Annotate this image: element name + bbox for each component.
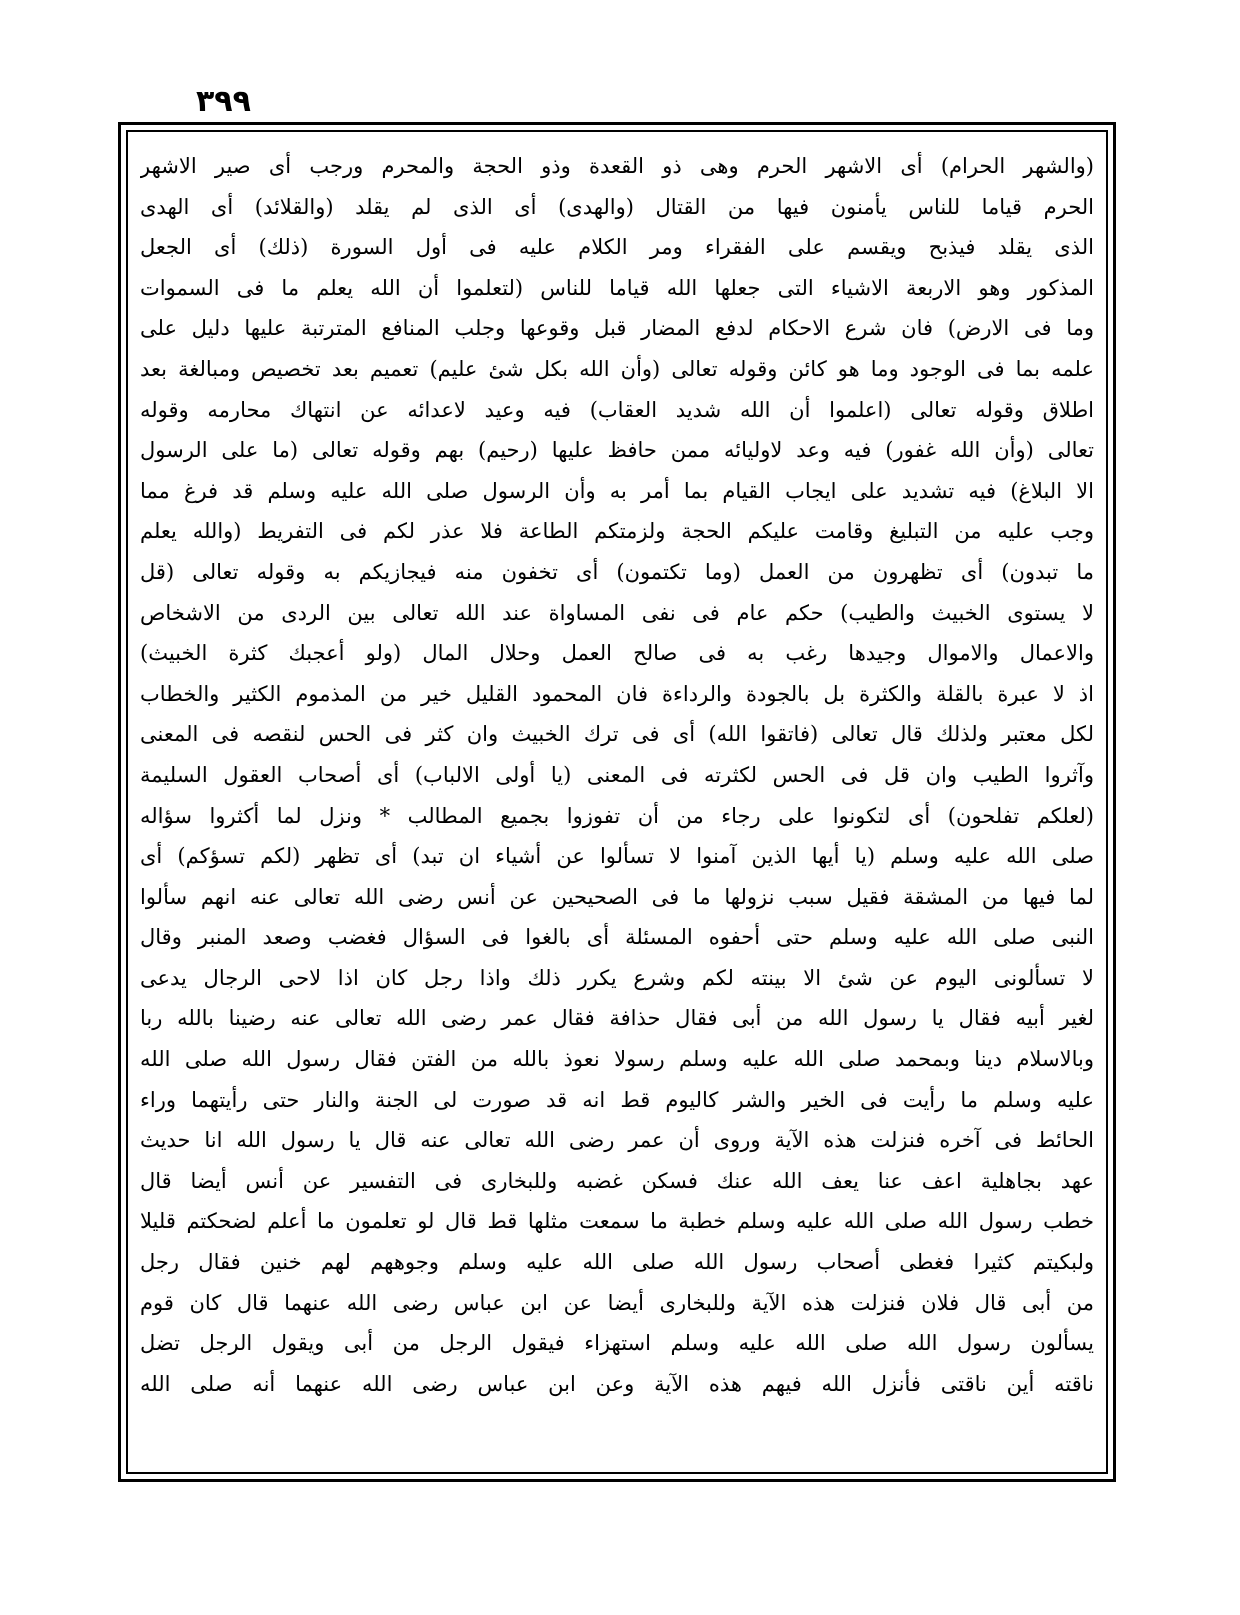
- text-line: عهد بجاهلية اعف عنا يعف الله عنك فسكن غضبه وللبخارى فى التفسير عن أنس أيضا قال: [140, 1168, 1094, 1193]
- text-line: لا تسألونى اليوم عن شئ الا بينته لكم وشرع يكرر ذلك واذا رجل كان اذا لاحى الرجال يدعى: [140, 965, 1094, 990]
- text-line: يسألون رسول الله صلى الله عليه وسلم استهزاء فيقول الرجل من أبى ويقول الرجل تضل: [140, 1331, 1094, 1356]
- text-line: المذكور وهو الاربعة الاشياء التى جعلها الله قياما للناس (لتعلموا أن الله يعلم ما فى السموات: [140, 275, 1094, 300]
- text-line: الا البلاغ) فيه تشديد على ايجاب القيام بما أمر به وأن الرسول صلى الله عليه وسلم قد فرغ مما: [140, 478, 1094, 503]
- text-line: (والشهر الحرام) أى الاشهر الحرم وهى ذو القعدة وذو الحجة والمحرم ورجب أى صير الاشهر: [140, 154, 1094, 178]
- text-line: من أبى قال فلان فنزلت هذه الآية وللبخارى أيضا عن ابن عباس رضى الله عنهما قال كان قوم: [140, 1290, 1094, 1315]
- text-line: علمه بما فى الوجود وما هو كائن وقوله تعالى (وأن الله بكل شئ عليم) تعميم بعد تخصيص ومبالغة بعد: [140, 356, 1094, 381]
- text-line: صلى الله عليه وسلم (يا أيها الذين آمنوا لا تسألوا عن أشياء ان تبد) أى تظهر (لكم تسؤكم) أى: [140, 844, 1094, 869]
- text-line: خطب رسول الله صلى الله عليه وسلم خطبة ما سمعت مثلها قط قال لو تعلمون ما أعلم لضحكتم قليلا: [140, 1209, 1094, 1234]
- text-body: [140, 146, 1094, 1404]
- text-line: لغير أبيه فقال يا رسول الله من أبى فقال حذافة فقال عمر رضى الله تعالى عنه رضينا بالله ربا: [140, 1006, 1094, 1031]
- page-number: ٣٩٩: [196, 84, 251, 119]
- text-line: تعالى (وأن الله غفور) فيه وعد لاوليائه ممن حافظ عليها (رحيم) بهم وقوله تعالى (ما على الرسول: [140, 438, 1094, 463]
- text-line: ولبكيتم كثيرا فغطى أصحاب رسول الله صلى الله عليه وسلم وجوههم لهم خنين فقال رجل: [140, 1250, 1094, 1275]
- text-line: الحائط فى آخره فنزلت هذه الآية وروى أن عمر رضى الله تعالى عنه قال يا رسول الله انا حديث: [140, 1128, 1094, 1153]
- text-line: وآثروا الطيب وان قل فى الحس لكثرته فى المعنى (يا أولى الالباب) أى أصحاب العقول السليمة: [140, 762, 1094, 787]
- text-line: الذى يقلد فيذبح ويقسم على الفقراء ومر الكلام عليه فى أول السورة (ذلك) أى الجعل: [140, 235, 1094, 260]
- text-line: وجب عليه من التبليغ وقامت عليكم الحجة ولزمتكم الطاعة فلا عذر لكم فى التفريط (والله يعلم: [140, 519, 1094, 544]
- text-line: الحرم قياما للناس يأمنون فيها من القتال (والهدى) أى الذى لم يقلد (والقلائد) أى الهدى: [140, 194, 1094, 219]
- text-line: والاعمال والاموال وجيدها رغب به فى صالح العمل وحلال المال (ولو أعجبك كثرة الخبيث): [140, 641, 1094, 666]
- text-line: لا يستوى الخبيث والطيب) حكم عام فى نفى المساواة عند الله تعالى بين الردى من الاشخاص: [140, 600, 1094, 625]
- text-frame: [126, 130, 1108, 1474]
- text-line: لكل معتبر ولذلك قال تعالى (فاتقوا الله) أى فى ترك الخبيث وان كثر فى الحس لنقصه فى المعنى: [140, 722, 1094, 747]
- text-line: عليه وسلم ما رأيت فى الخير والشر كاليوم قط انه قد صورت لى الجنة والنار حتى رأيتهما وراء: [140, 1087, 1094, 1112]
- text-line: اذ لا عبرة بالقلة والكثرة بل بالجودة والرداءة فان المحمود القليل خير من المذموم الكثير والخطاب: [140, 681, 1094, 706]
- text-line: وبالاسلام دينا وبمحمد صلى الله عليه وسلم رسولا نعوذ بالله من الفتن فقال رسول الله صلى الله: [140, 1047, 1094, 1072]
- text-line: (لعلكم تفلحون) أى لتكونوا على رجاء من أن تفوزوا بجميع المطالب * ونزل لما أكثروا سؤاله: [140, 803, 1094, 828]
- text-line: وما فى الارض) فان شرع الاحكام لدفع المضار قبل وقوعها وجلب المنافع المترتبة عليها دليل على: [140, 316, 1094, 341]
- text-line: لما فيها من المشقة فقيل سبب نزولها ما فى الصحيحين عن أنس رضى الله تعالى عنه انهم سألوا: [140, 884, 1094, 909]
- text-line: النبى صلى الله عليه وسلم حتى أحفوه المسئلة أى بالغوا فى السؤال فغضب وصعد المنبر وقال: [140, 925, 1094, 950]
- text-line: اطلاق وقوله تعالى (اعلموا أن الله شديد العقاب) فيه وعيد لاعدائه عن انتهاك محارمه وقوله: [140, 397, 1094, 422]
- page-frame: [118, 122, 1116, 1482]
- text-line: ناقته أين ناقتى فأنزل الله فيهم هذه الآية وعن ابن عباس رضى الله عنهما أنه صلى الله: [140, 1371, 1094, 1396]
- text-line: ما تبدون) أى تظهرون من العمل (وما تكتمون) أى تخفون منه فيجازيكم به وقوله تعالى (قل: [140, 559, 1094, 584]
